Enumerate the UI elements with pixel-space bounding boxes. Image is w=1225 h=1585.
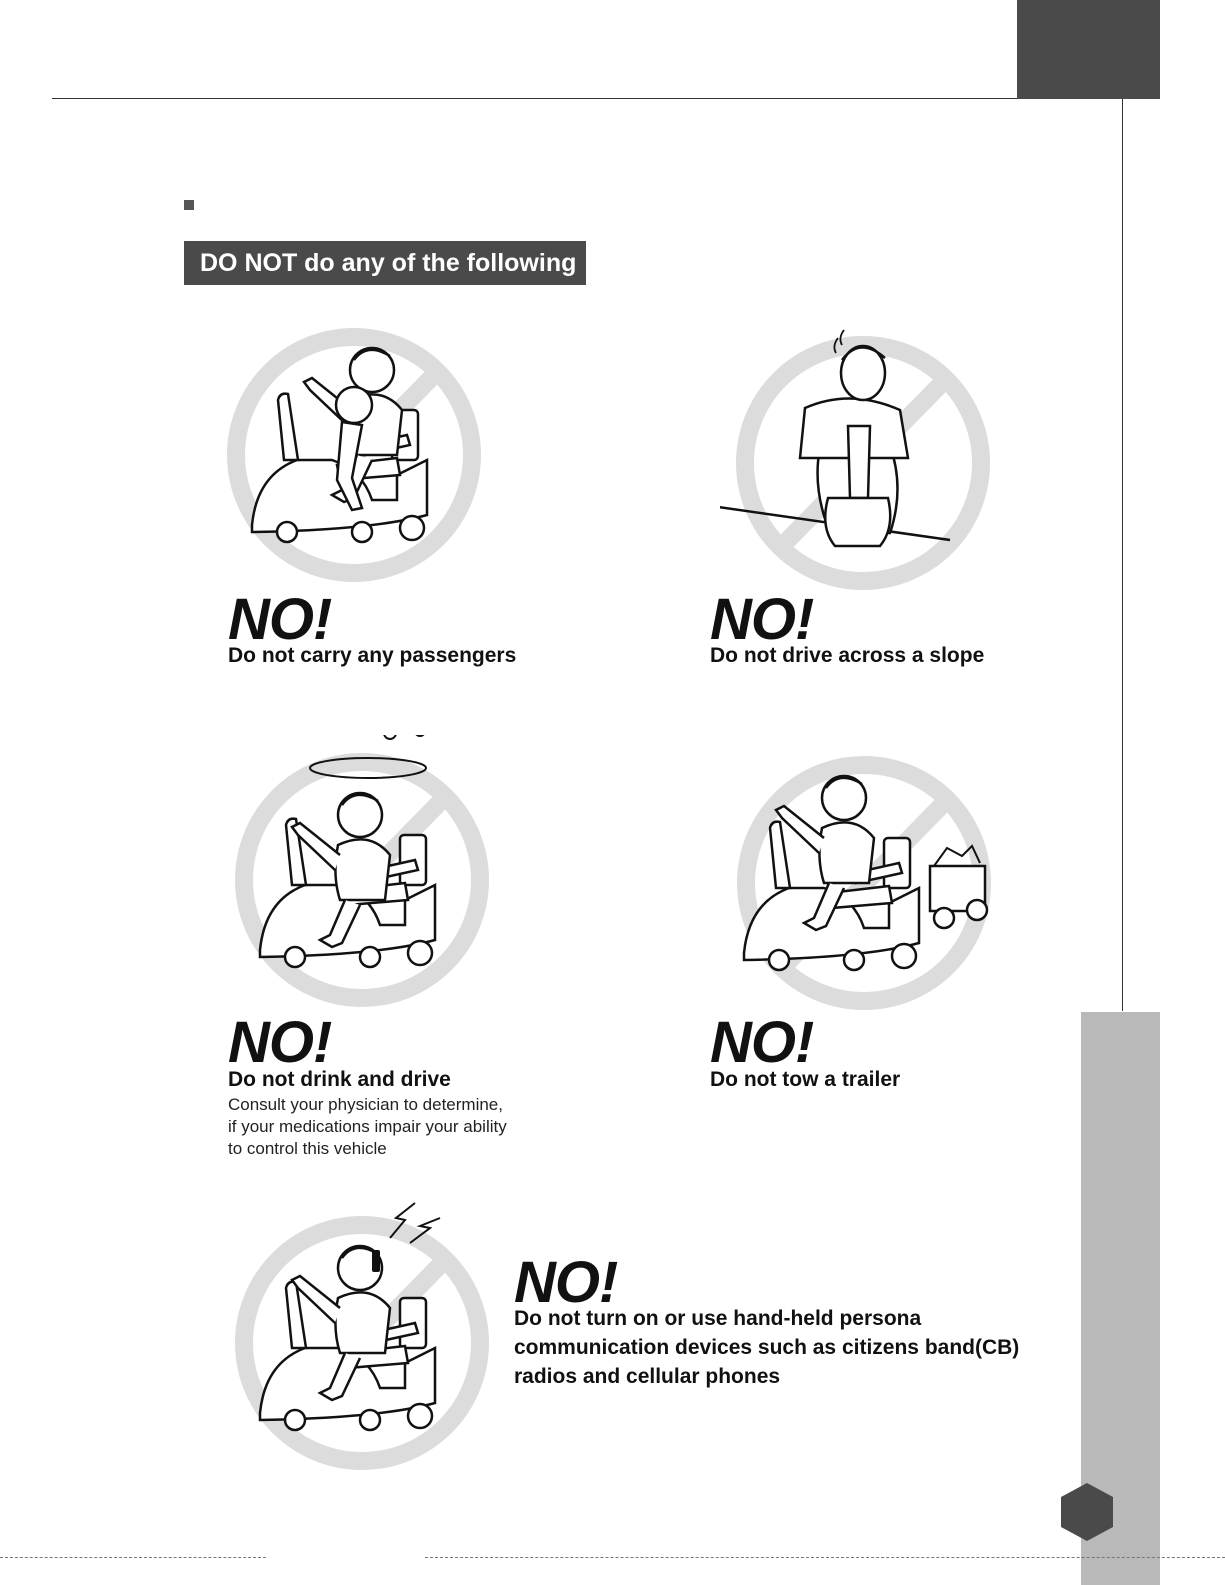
warning-note-line: to control this vehicle: [228, 1139, 387, 1158]
section-bullet: [184, 200, 194, 210]
warning-caption-line: radios and cellular phones: [514, 1365, 781, 1388]
footer-rule-left: [0, 1557, 266, 1558]
warning-caption: Do not drive across a slope: [710, 644, 985, 667]
warning-caption-line: Do not turn on or use hand-held persona: [514, 1307, 922, 1330]
passenger-scooter-icon: [212, 310, 492, 590]
phone-driver-icon: [220, 1198, 500, 1478]
no-label: NO!: [710, 587, 814, 652]
dizzy-driver-icon: [220, 735, 500, 1015]
warning-caption-line: communication devices such as citizens band(CB): [514, 1336, 1020, 1359]
side-rule: [1122, 99, 1123, 1011]
warning-caption: Do not drink and drive: [228, 1068, 451, 1091]
footer-rule-right: [425, 1557, 1225, 1558]
trailer-scooter-icon: [722, 738, 1002, 1018]
warning-caption: Do not tow a trailer: [710, 1068, 901, 1091]
warning-banner: DO NOT do any of the following: [184, 241, 586, 285]
slope-scooter-icon: [720, 318, 1000, 598]
warning-note-line: if your medications impair your ability: [228, 1117, 507, 1136]
page-number-hexagon-icon: [1060, 1482, 1114, 1542]
corner-tab: [1017, 0, 1160, 99]
no-label: NO!: [228, 587, 332, 652]
header-rule: [52, 98, 1160, 99]
no-label: NO!: [514, 1250, 618, 1315]
warning-note-line: Consult your physician to determine,: [228, 1095, 503, 1114]
no-label: NO!: [228, 1010, 332, 1075]
warning-caption: Do not carry any passengers: [228, 644, 517, 667]
no-label: NO!: [710, 1010, 814, 1075]
